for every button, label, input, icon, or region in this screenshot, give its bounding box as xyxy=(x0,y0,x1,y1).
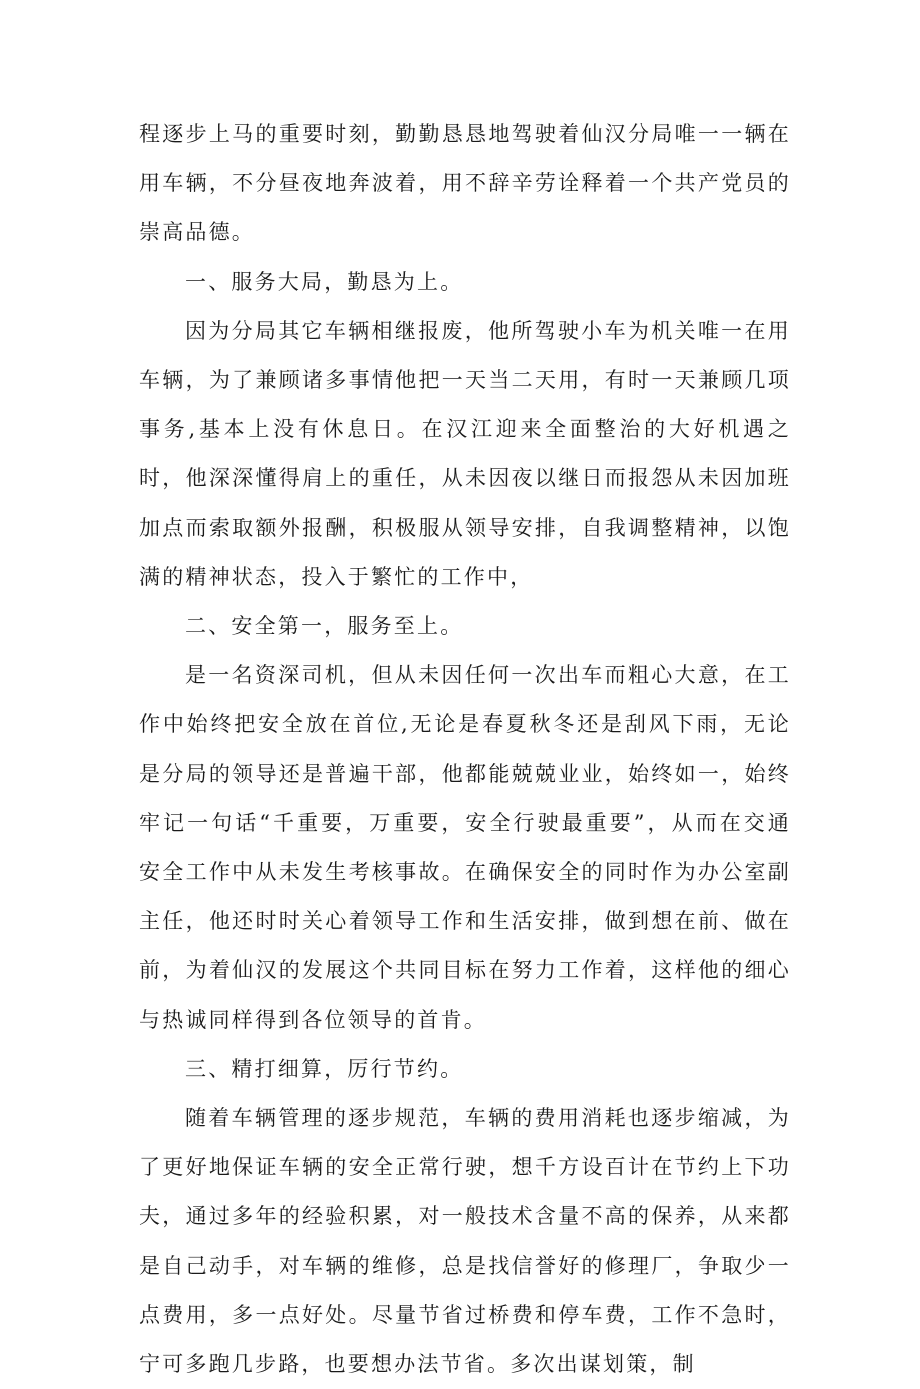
document-body xyxy=(139,110,791,1389)
paragraph-economy: 随着车辆管理的逐步规范，车辆的费用消耗也逐步缩减，为了更好地保证车辆的安全正常行驶，想千方设百计在节约上下功夫，通过多年的经验积累，对一般技术含量不高的保养，从来都是自己动手，对车辆的维修，总是找信誉好的修理厂，争取少一点费用，多一点好处。尽量节省过桥费和停车费，工作不急时，宁可多跑几步路，也要想办法节省。多次出谋划策，制 xyxy=(139,1106,791,1377)
section-heading-2: 二、安全第一，服务至上。 xyxy=(185,614,464,639)
paragraph-safety: 是一名资深司机，但从未因任何一次出车而粗心大意，在工作中始终把安全放在首位,无论是春夏秋冬还是刮风下雨，无论是分局的领导还是普遍干部，他都能兢兢业业，始终如一，始终牢记一句话“千重要，万重要，安全行驶最重要”，从而在交通安全工作中从未发生考核事故。在确保安全的同时作为办公室副主任，他还时时关心着领导工作和生活安排，做到想在前、做在前，为着仙汉的发展这个共同目标在努力工作着，这样他的细心与热诚同样得到各位领导的首肯。 xyxy=(139,663,791,1032)
section-heading-3: 三、精打细算，厉行节约。 xyxy=(185,1056,464,1081)
paragraph-service: 因为分局其它车辆相继报废，他所驾驶小车为机关唯一在用车辆，为了兼顾诸多事情他把一天当二天用，有时一天兼顾几项事务,基本上没有休息日。在汉江迎来全面整治的大好机遇之时，他深深懂得肩上的重任，从未因夜以继日而报怨从未因加班加点而索取额外报酬，积极服从领导安排，自我调整精神，以饱满的精神状态，投入于繁忙的工作中， xyxy=(139,318,791,589)
paragraph-continuation: 程逐步上马的重要时刻，勤勤恳恳地驾驶着仙汉分局唯一一辆在用车辆，不分昼夜地奔波着，用不辞辛劳诠释着一个共产党员的崇高品德。 xyxy=(139,122,791,245)
section-heading-1: 一、服务大局，勤恳为上。 xyxy=(185,269,464,294)
